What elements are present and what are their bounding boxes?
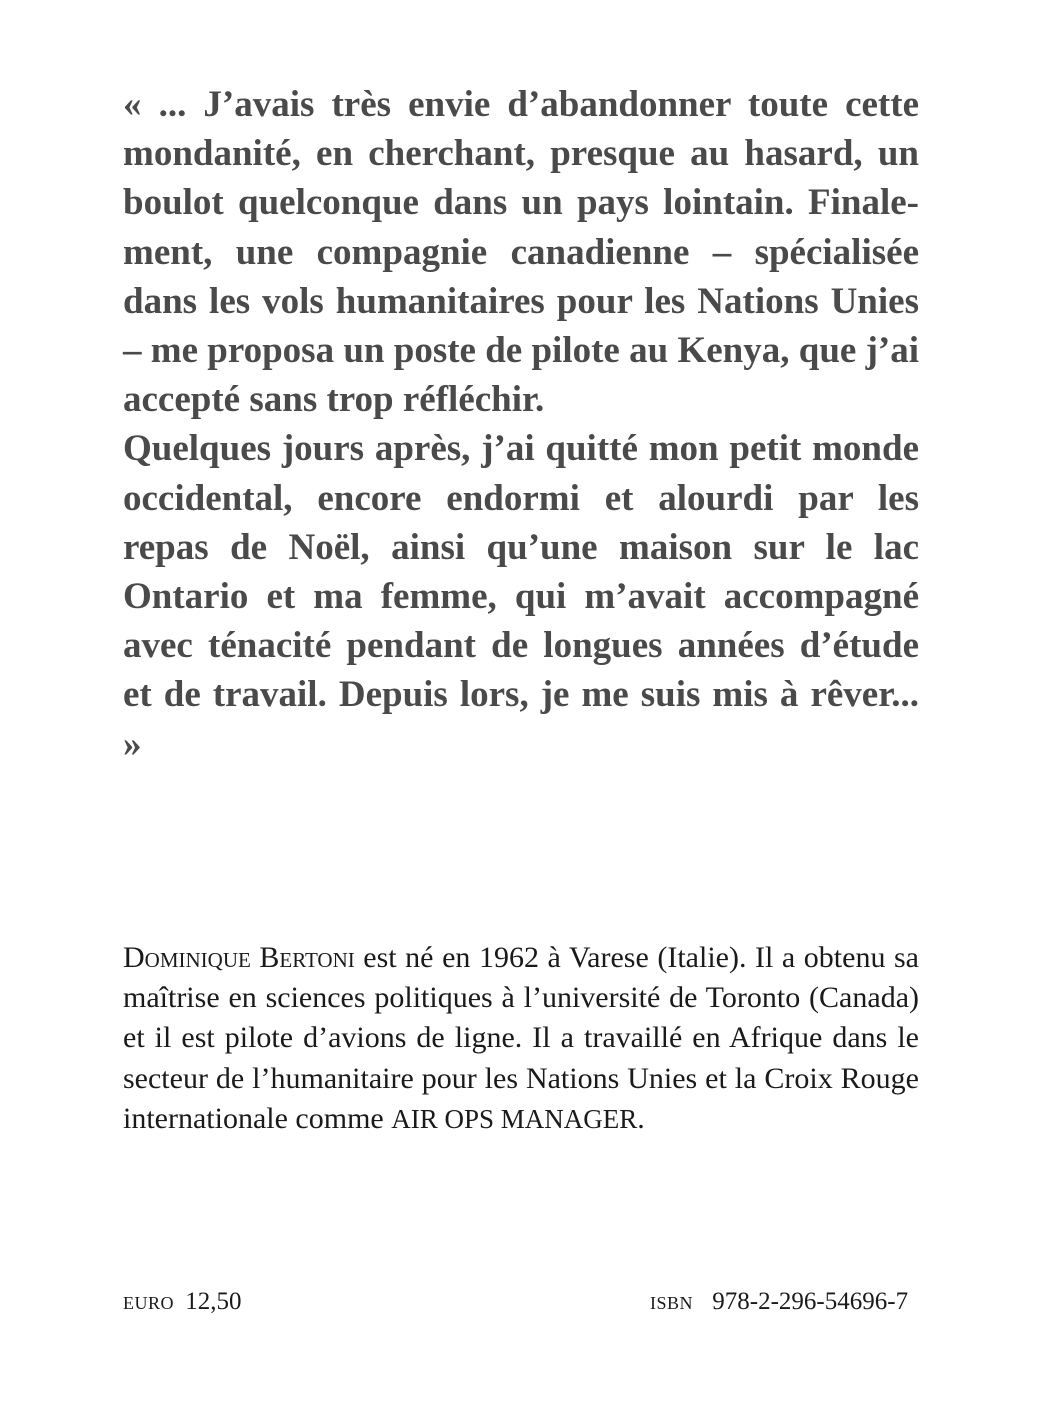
author-role: AIR OPS MANAGER — [391, 1103, 638, 1134]
quote-paragraph-2: Quelques jours après, j’ai quitté mon petit monde occidental, encore endormi et alourdi par les repas de Noël, ainsi qu’une maison sur le lac Ontario et ma femme, qui m’avait accompagné avec ténacité pendant de longues années d’étude et de travail. Depuis lors, je me suis mis à rêver... » — [123, 428, 919, 765]
author-bio-end: . — [637, 1101, 645, 1135]
quote-paragraph-1: « ... J’avais très envie d’abandonner toute cette mondanité, en cherchant, presque au hasard, un boulot quelconque dans un pays lointain. Finalement, une compagnie canadienne – spécialisée dans les vols humanitaires pour les Nations Unies – me proposa un poste de pilote au Kenya, que j’ai accepté sans trop réfléchir. — [123, 84, 919, 421]
price-value: 12,50 — [185, 1288, 242, 1315]
isbn — [650, 1286, 908, 1319]
author-biography — [123, 938, 919, 1139]
isbn-label: ISBN — [650, 1293, 694, 1313]
isbn-value: 978-2-296-54696-7 — [712, 1288, 909, 1315]
author-bio-text: est né en 1962 à Varese (Italie). Il a obtenu sa maîtrise en sciences politiques à l’université de Toronto (Canada) et il est pilote d’avions de ligne. Il a travaillé en Afrique dans le secteur de l’humanitaire pour les Nations Unies et la Croix Rouge internationale comme — [123, 941, 919, 1135]
author-name: Dominique Bertoni — [123, 941, 355, 974]
price — [123, 1286, 242, 1319]
quote-excerpt — [123, 80, 919, 769]
price-label: EURO — [123, 1293, 174, 1313]
